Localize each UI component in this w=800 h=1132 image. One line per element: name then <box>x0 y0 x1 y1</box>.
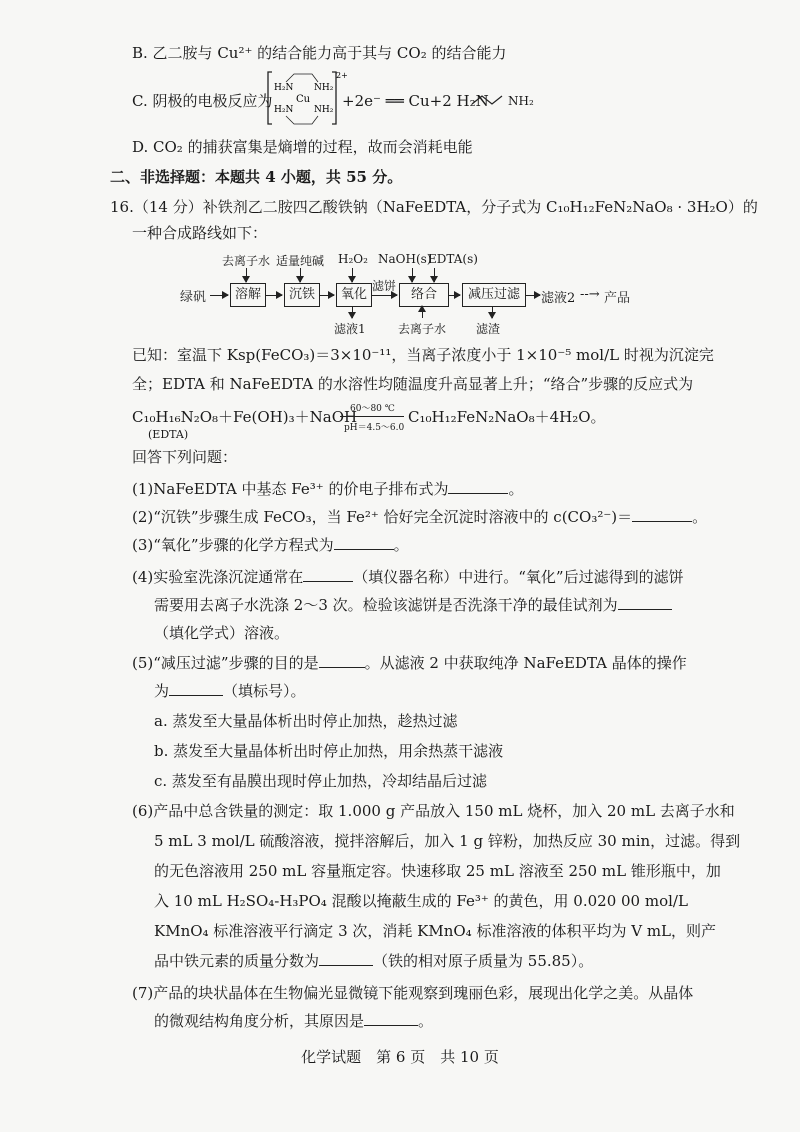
question-7-line2 <box>154 1010 433 1032</box>
question-6-line2: 5 mL 3 mol/L 硫酸溶液，搅拌溶解后，加入 1 g 锌粉，加热反应 30 min，过滤。得到 <box>154 832 741 850</box>
flow-step-precipitate: 沉铁 <box>284 283 320 307</box>
question-7-text: 的微观结构角度分析，其原因是 <box>154 1012 365 1030</box>
flow-dashed-arrow: --→ <box>580 287 600 302</box>
option-d: D. CO₂ 的捕获富集是熵增的过程，故而会消耗电能 <box>132 138 473 156</box>
question-6-line4: 入 10 mL H₂SO₄-H₃PO₄ 混酸以掩蔽生成的 Fe³⁺ 的黄色，用 0.020 00 mol/L <box>154 892 688 910</box>
option-c-suffix: +2e⁻ ══ Cu+2 H₂N <box>342 92 489 110</box>
equation-right: C₁₀H₁₂FeN₂NaO₈＋4H₂O。 <box>408 408 606 426</box>
question-4-text-c: 需要用去离子水洗涤 2～3 次。检验该滤饼是否洗涤干净的最佳试剂为 <box>154 596 618 614</box>
page-footer: 化学试题 第 6 页 共 10 页 <box>301 1048 499 1066</box>
flow-arrow <box>448 295 460 296</box>
svg-text:H₂N: H₂N <box>274 105 294 115</box>
svg-text:H₂N: H₂N <box>274 83 294 93</box>
answer-blank[interactable] <box>319 652 365 668</box>
option-c-prefix: C. 阴极的电极反应为 <box>132 92 273 110</box>
question-2-end: 。 <box>692 508 708 526</box>
question-1-end: 。 <box>508 480 524 498</box>
flow-output-arrow <box>352 306 353 318</box>
question-6-text-end: （铁的相对原子质量为 55.85）。 <box>373 952 594 970</box>
flow-top-label-soda: 适量纯碱 <box>276 254 325 268</box>
flow-step-oxidize: 氧化 <box>336 283 372 307</box>
question-2 <box>132 506 707 528</box>
question-4-text-a: (4)实验室洗涤沉淀通常在 <box>132 568 304 586</box>
option-c-tail: NH₂ <box>508 94 534 108</box>
flow-arrow <box>210 295 228 296</box>
question-3-text: (3)“氧化”步骤的化学方程式为 <box>132 536 334 554</box>
copper-complex-structure <box>266 68 348 128</box>
flow-top-label-naoh: NaOH(s) <box>378 252 432 266</box>
answer-blank[interactable] <box>303 566 353 582</box>
option-b-evaporate: b. 蒸发至大量晶体析出时停止加热，用余热蒸干滤液 <box>154 742 504 760</box>
question-1 <box>132 478 524 500</box>
answer-blank[interactable] <box>169 680 223 696</box>
flow-top-label-edta: EDTA(s) <box>428 252 478 266</box>
question-5-text-a: (5)“减压过滤”步骤的目的是 <box>132 654 319 672</box>
equation-edta-label: (EDTA) <box>148 428 189 441</box>
flow-top-label-water: 去离子水 <box>222 254 271 268</box>
question-6-line6 <box>154 950 593 972</box>
flow-bottom-label-filtrate1: 滤液1 <box>334 322 366 336</box>
question-4-text-b: （填仪器名称）中进行。“氧化”后过滤得到的滤饼 <box>353 568 684 586</box>
flow-input-arrow <box>434 268 435 282</box>
flow-top-label-h2o2: H₂O₂ <box>338 252 368 266</box>
question-2-text: (2)“沉铁”步骤生成 FeCO₃，当 Fe²⁺ 恰好完全沉淀时溶液中的 c(CO₃²⁻)＝ <box>132 508 633 526</box>
svg-text:NH₂: NH₂ <box>314 83 334 93</box>
option-b: B. 乙二胺与 Cu²⁺ 的结合能力高于其与 CO₂ 的结合能力 <box>132 44 507 62</box>
ethylene-chain-icon <box>470 92 510 108</box>
flow-step-vacuum-filter: 减压过滤 <box>462 283 526 307</box>
flow-input-arrow <box>422 306 423 318</box>
answer-blank[interactable] <box>319 950 373 966</box>
question-6-line3: 的无色溶液用 250 mL 容量瓶定容。快速移取 25 mL 溶液至 250 mL 锥形瓶中，加 <box>154 862 721 880</box>
flow-arrow <box>319 295 334 296</box>
flow-filtrate2: 滤液2 <box>541 291 576 306</box>
flow-output-arrow <box>492 306 493 318</box>
flow-step-dissolve: 溶解 <box>230 283 266 307</box>
flow-input-arrow <box>412 268 413 282</box>
equation-condition-ph: pH＝4.5～6.0 <box>344 423 405 433</box>
section-title: 二、非选择题：本题共 4 小题，共 55 分。 <box>110 168 403 186</box>
question-5-text-b: 。从滤液 2 中获取纯净 NaFeEDTA 晶体的操作 <box>364 654 687 672</box>
flow-arrow <box>265 295 282 296</box>
question-6-line5: KMnO₄ 标准溶液平行滴定 3 次，消耗 KMnO₄ 标准溶液的体积平均为 V mL，则产 <box>154 922 717 940</box>
flow-input-arrow <box>246 268 247 282</box>
known-line2: 全；EDTA 和 NaFeEDTA 的水溶性均随温度升高显著上升；“络合”步骤的反应式为 <box>132 375 694 393</box>
flow-input-arrow <box>352 268 353 282</box>
flow-input-arrow <box>300 268 301 282</box>
question-4-text-d: （填化学式）溶液。 <box>154 624 290 642</box>
question-3 <box>132 534 409 556</box>
option-c-evaporate: c. 蒸发至有晶膜出现时停止加热，冷却结晶后过滤 <box>154 772 487 790</box>
flow-product: 产品 <box>604 291 631 306</box>
question-1-text: (1)NaFeEDTA 中基态 Fe³⁺ 的价电子排布式为 <box>132 480 449 498</box>
question-5-text-c: 为 <box>154 682 170 700</box>
equation-condition-temp: 60～80 ℃ <box>350 404 395 414</box>
flow-bottom-label-residue: 滤渣 <box>476 322 501 336</box>
flow-arrow <box>371 295 397 296</box>
question-5-text-d: （填标号）。 <box>223 682 306 700</box>
q16-line2: 一种合成路线如下： <box>132 224 268 242</box>
question-4-line1 <box>132 566 684 588</box>
answer-blank[interactable] <box>632 506 692 522</box>
answer-blank[interactable] <box>618 594 672 610</box>
question-4-line2 <box>154 594 672 616</box>
answer-prompt: 回答下列问题： <box>132 448 238 466</box>
answer-blank[interactable] <box>334 534 394 550</box>
question-5-line1 <box>132 652 687 674</box>
question-7-end: 。 <box>418 1012 434 1030</box>
svg-text:NH₂: NH₂ <box>314 105 334 115</box>
question-5-line2 <box>154 680 306 702</box>
option-a: a. 蒸发至大量晶体析出时停止加热，趁热过滤 <box>154 712 458 730</box>
equation-left: C₁₀H₁₆N₂O₈＋Fe(OH)₃＋NaOH <box>132 408 358 426</box>
flow-step-complex: 络合 <box>399 283 449 307</box>
flow-start: 绿矾 <box>180 290 207 305</box>
flow-filter-cake-label: 滤饼 <box>372 279 397 293</box>
question-6-line1: (6)产品中总含铁量的测定：取 1.000 g 产品放入 150 mL 烧杯，加入 20 mL 去离子水和 <box>132 802 735 820</box>
svg-text:Cu: Cu <box>296 94 311 105</box>
svg-text:2+: 2+ <box>336 71 348 80</box>
equation-arrow <box>340 416 404 417</box>
flow-arrow <box>525 295 540 296</box>
question-6-text-last: 品中铁元素的质量分数为 <box>154 952 320 970</box>
flow-bottom-label-water: 去离子水 <box>398 322 447 336</box>
answer-blank[interactable] <box>448 478 508 494</box>
known-line1: 已知：室温下 Ksp(FeCO₃)＝3×10⁻¹¹，当离子浓度小于 1×10⁻⁵ mol/L 时视为沉淀完 <box>132 346 714 364</box>
question-7-line1: (7)产品的块状晶体在生物偏光显微镜下能观察到瑰丽色彩，展现出化学之美。从晶体 <box>132 984 694 1002</box>
answer-blank[interactable] <box>364 1010 418 1026</box>
q16-line1: 16.（14 分）补铁剂乙二胺四乙酸铁钠（NaFeEDTA，分子式为 C₁₀H₁₂FeN₂NaO₈ · 3H₂O）的 <box>110 198 758 216</box>
question-3-end: 。 <box>393 536 409 554</box>
